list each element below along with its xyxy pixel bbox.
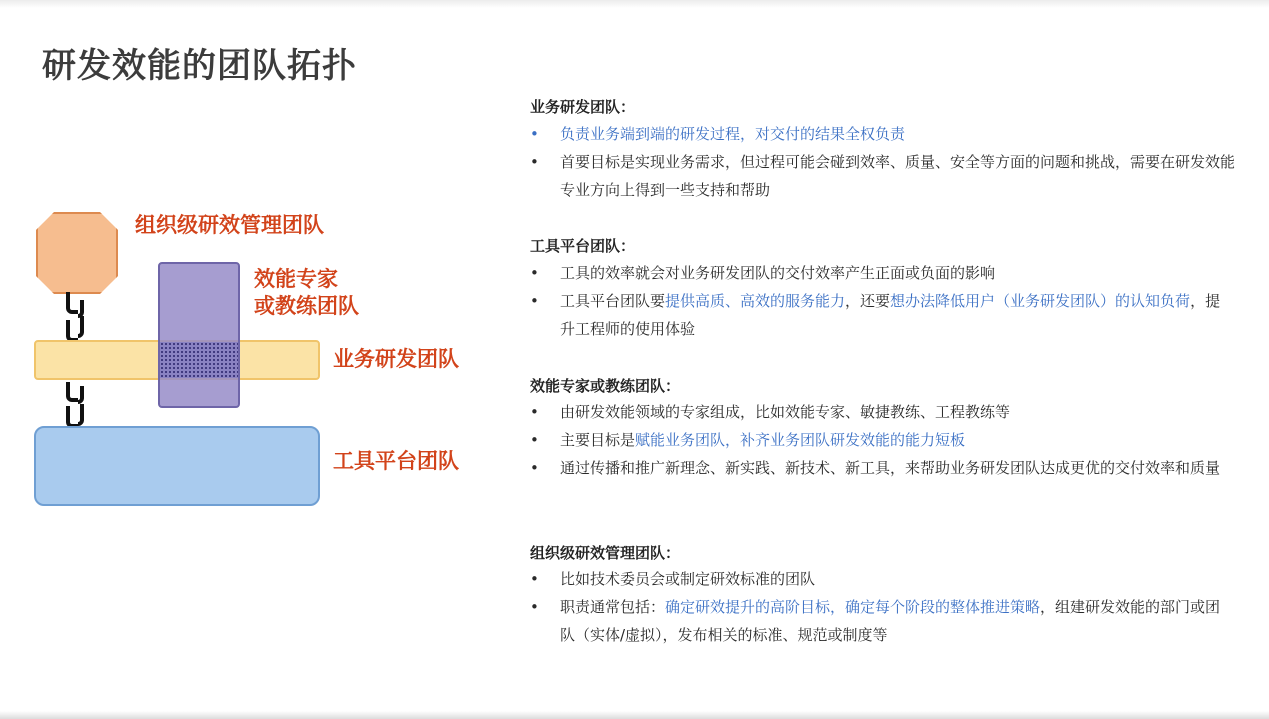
expert-team-label-line1: 效能专家 <box>254 267 338 291</box>
biz-bullet-1 <box>530 120 1235 148</box>
expert-bullet-1 <box>530 398 1235 426</box>
bullet-icon: • <box>530 264 539 282</box>
expert-bullet-2-text <box>530 426 1235 454</box>
bullet-icon: • <box>530 292 539 310</box>
tool-b2-part3: ，还要 <box>845 292 891 310</box>
biz-section-title: 业务研发团队： <box>530 98 636 116</box>
expert-team-label-line2: 或教练团队 <box>254 294 359 318</box>
expert-team-shape <box>158 262 240 408</box>
bullet-icon: • <box>530 570 539 588</box>
bullet-icon: • <box>530 153 539 171</box>
org-bullet-1 <box>530 565 1235 593</box>
tool-b2-part5: ，提升工程师的使用体验 <box>560 292 1221 338</box>
tool-team-label: 工具平台团队 <box>333 449 459 473</box>
tool-b2-part1: 工具平台团队要 <box>560 292 666 310</box>
chain-link-icon-lower <box>56 380 94 428</box>
expert-bullet-3 <box>530 454 1235 482</box>
org-team-shape <box>36 212 118 294</box>
chain-link-icon-upper <box>56 290 94 342</box>
expert-section-title: 效能专家或教练团队： <box>530 377 681 395</box>
tool-bullet-2 <box>530 287 1235 343</box>
biz-team-label: 业务研发团队 <box>333 347 459 371</box>
tool-bullet-2-text <box>530 287 1235 343</box>
expert-bullet-3-text: 通过传播和推广新理念、新实践、新技术、新工具，来帮助业务研发团队达成更优的交付效率和质量 <box>560 459 1221 477</box>
org-team-label: 组织级研效管理团队 <box>135 213 324 237</box>
org-bullet-2-text <box>530 593 1235 649</box>
expert-b2-highlight: 赋能业务团队，补齐业务团队研发效能的能力短板 <box>635 431 966 449</box>
tool-b2-highlight1: 提供高质、高效的服务能力 <box>665 292 846 310</box>
org-b2-part1: 职责通常包括： <box>560 598 666 616</box>
tool-team-shape <box>34 426 320 506</box>
org-b2-part3: ，组建研发效能的部门或团队（实体/虚拟），发布相关的标准、规范或制度等 <box>560 598 1221 644</box>
bullet-icon: • <box>530 598 539 616</box>
bullet-icon: • <box>530 459 539 477</box>
tool-section-title: 工具平台团队： <box>530 237 636 255</box>
org-section-title: 组织级研效管理团队： <box>530 544 681 562</box>
org-bullet-1-text: 比如技术委员会或制定研效标准的团队 <box>560 570 816 588</box>
org-bullet-2 <box>530 593 1235 649</box>
bullet-icon: • <box>530 431 539 449</box>
expert-bullet-1-text: 由研发效能领域的专家组成，比如效能专家、敏捷教练、工程教练等 <box>560 403 1011 421</box>
overlap-pattern <box>160 342 238 378</box>
tool-b2-highlight2: 想办法降低用户（业务研发团队）的认知负荷 <box>890 292 1191 310</box>
biz-bullet-2 <box>530 148 1235 204</box>
slide-title: 研发效能的团队拓扑 <box>42 46 357 86</box>
biz-bullet-1-text: 负责业务端到端的研发过程，对交付的结果全权负责 <box>560 125 906 143</box>
tool-bullet-1 <box>530 259 1235 287</box>
bullet-icon: • <box>530 125 539 143</box>
biz-bullet-2-text: 首要目标是实现业务需求，但过程可能会碰到效率、质量、安全等方面的问题和挑战，需要在研发效能专业方向上得到一些支持和帮助 <box>560 153 1236 199</box>
expert-b2-part1: 主要目标是 <box>560 431 636 449</box>
tool-bullet-1-text: 工具的效率就会对业务研发团队的交付效率产生正面或负面的影响 <box>560 264 996 282</box>
org-b2-highlight: 确定研效提升的高阶目标，确定每个阶段的整体推进策略 <box>665 598 1041 616</box>
bullet-icon: • <box>530 403 539 421</box>
expert-bullet-2 <box>530 426 1235 454</box>
